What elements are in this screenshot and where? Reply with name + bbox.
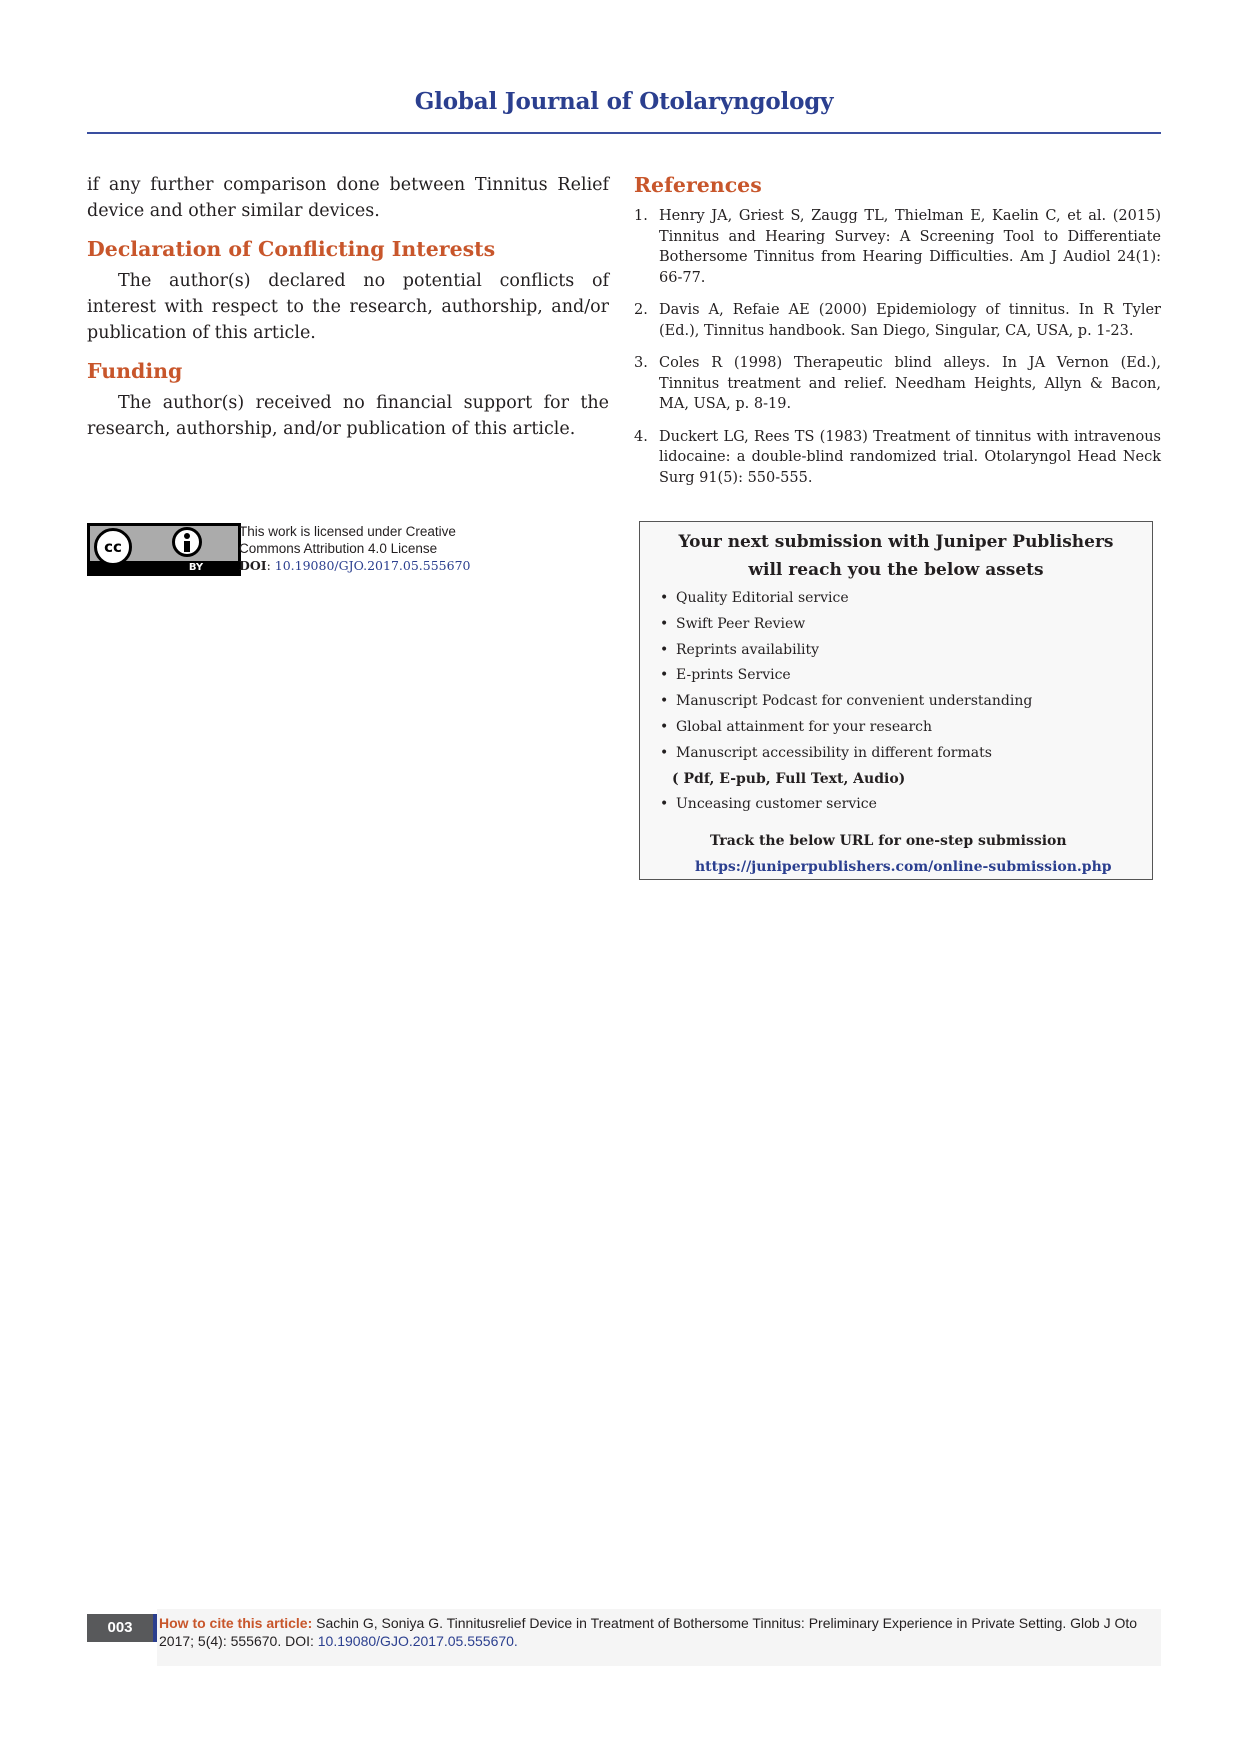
doi-link[interactable]: 10.19080/GJO.2017.05.555670 — [274, 558, 471, 573]
reference-item — [634, 353, 1161, 415]
promo-title-line-1: Your next submission with Juniper Publishers — [678, 532, 1114, 552]
reference-item — [634, 206, 1161, 288]
citation-box — [157, 1609, 1161, 1666]
reference-text: Duckert LG, Rees TS (1983) Treatment of tinnitus with intravenous lidocaine: a double-blind randomized trial. Otolaryngol Head Neck Surg 91(5): 550-555. — [659, 428, 1161, 486]
reference-item — [634, 300, 1161, 341]
reference-text: Davis A, Refaie AE (2000) Epidemiology of tinnitus. In R Tyler (Ed.), Tinnitus handbook. San Diego, Singular, CA, USA, p. 1-23. — [659, 302, 1161, 339]
reference-number: 4. — [634, 428, 648, 445]
license-text — [239, 523, 471, 574]
references-heading: References — [634, 173, 762, 197]
list-item: • Unceasing customer service — [660, 792, 1032, 818]
person-icon — [172, 527, 202, 557]
formats-note: ( Pdf, E-pub, Full Text, Audio) — [672, 770, 906, 787]
cc-icon: cc — [94, 528, 132, 566]
funding-paragraph: The author(s) received no financial support for the research, authorship, and/or publication of this article. — [87, 393, 609, 439]
reference-number: 2. — [634, 302, 648, 318]
reference-number: 3. — [634, 355, 648, 371]
list-item: • E-prints Service — [660, 663, 1032, 689]
reference-number: 1. — [634, 208, 648, 224]
person-head — [184, 533, 190, 539]
promo-title — [640, 528, 1152, 584]
track-url-caption: Track the below URL for one-step submission — [710, 833, 1067, 849]
intro-paragraph: if any further comparison done between Tinnitus Relief device and other similar devices. — [87, 175, 609, 221]
references-list — [634, 206, 1161, 488]
header-divider — [87, 132, 1161, 134]
license-line-1: This work is licensed under Creative — [239, 524, 456, 539]
person-body — [184, 541, 190, 552]
funding-heading: Funding — [87, 359, 183, 383]
page-footer — [87, 1609, 1161, 1666]
promo-title-line-2: will reach you the below assets — [748, 560, 1044, 580]
submission-url-link[interactable]: https://juniperpublishers.com/online-submission.php — [695, 859, 1112, 875]
reference-text: Henry JA, Griest S, Zaugg TL, Thielman E, Kaelin C, et al. (2015) Tinnitus and Hearing Survey: A Screening Tool to Differentiate Bothersome Tinnitus from Hearing Difficulties. Am J Audiol 24(1): 66-77. — [659, 208, 1161, 286]
list-item: • Quality Editorial service — [660, 586, 1032, 612]
submission-promo-box — [639, 521, 1153, 880]
doi-line — [239, 557, 471, 574]
conflict-heading: Declaration of Conflicting Interests — [87, 237, 496, 261]
list-item: • Reprints availability — [660, 638, 1032, 664]
page-number-badge: 003 — [87, 1614, 153, 1642]
license-line-2: Commons Attribution 4.0 License — [239, 541, 438, 556]
cite-doi-link[interactable]: 10.19080/GJO.2017.05.555670. — [317, 1633, 518, 1649]
by-label: BY — [188, 562, 204, 573]
conflict-paragraph: The author(s) declared no potential conflicts of interest with respect to the research, authorship, and/or publication of this article. — [87, 271, 609, 343]
left-column — [87, 172, 609, 442]
doi-label: DOI — [239, 558, 267, 573]
right-column — [634, 172, 1161, 500]
list-item: • Manuscript accessibility in different formats — [660, 741, 1032, 767]
journal-title: Global Journal of Otolaryngology — [414, 88, 834, 115]
promo-asset-list — [660, 586, 1032, 818]
list-item: • Global attainment for your research — [660, 715, 1032, 741]
cite-text: Sachin G, Soniya G. Tinnitusrelief Device in Treatment of Bothersome Tinnitus: Preliminary Experience in Private Setting. Glob J Oto 2017; 5(4): 555670. DOI: — [159, 1615, 1138, 1649]
doi-separator: : — [266, 558, 275, 573]
list-item: • Swift Peer Review — [660, 612, 1032, 638]
reference-item — [634, 427, 1161, 489]
cc-by-badge-icon[interactable] — [87, 523, 241, 576]
license-block — [87, 523, 567, 576]
list-item: • Manuscript Podcast for convenient understanding — [660, 689, 1032, 715]
reference-text: Coles R (1998) Therapeutic blind alleys. In JA Vernon (Ed.), Tinnitus treatment and relief. Needham Heights, Allyn & Bacon, MA, USA, p. 8-19. — [659, 355, 1161, 412]
cite-label: How to cite this article: — [159, 1615, 313, 1631]
